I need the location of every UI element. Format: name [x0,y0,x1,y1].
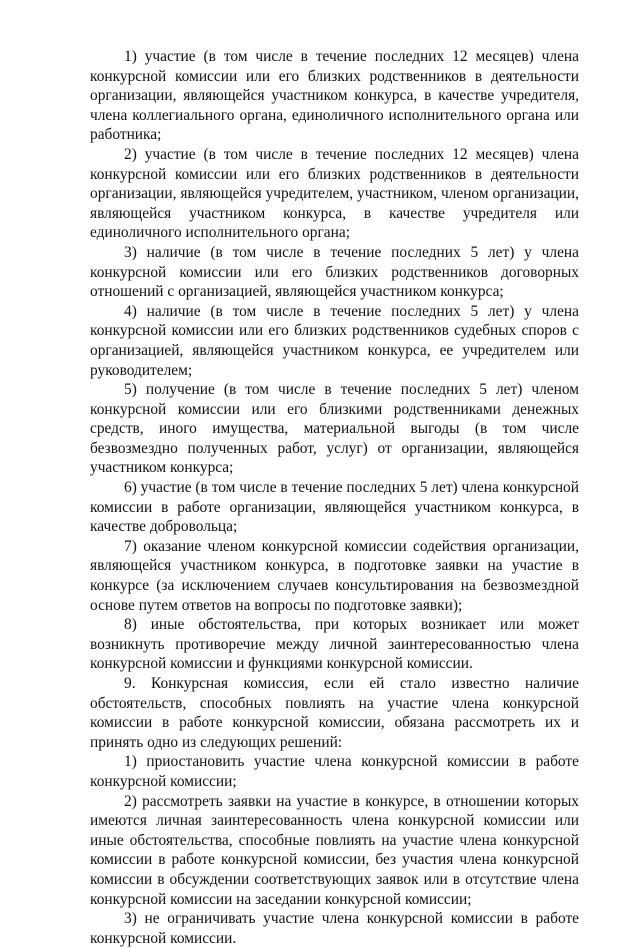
paragraph: 8) иные обстоятельства, при которых возникает или может возникнуть противоречие между личной заинтересованностью члена конкурсной комиссии и функциями конкурсной комиссии. [90,616,579,673]
paragraph: 1) приостановить участие члена конкурсной комиссии в работе конкурсной комиссии; [90,753,579,790]
paragraph: 4) наличие (в том числе в течение последних 5 лет) у члена конкурсной комиссии или его близких родственников судебных споров с организацией, являющейся участником конкурса, ее учредителем или руководителем; [90,302,579,379]
document-page [90,47,579,948]
paragraph: 5) получение (в том числе в течение последних 5 лет) членом конкурсной комиссии или его близкими родственниками денежных средств, иного имущества, материальной выгоды (в том числе безвозмездно полученных работ, услуг) от организации, являющейся участником конкурса; [90,381,579,477]
paragraph: 6) участие (в том числе в течение последних 5 лет) члена конкурсной комиссии в работе организации, являющейся участником конкурса, в качестве добровольца; [90,479,579,536]
paragraph: 3) наличие (в том числе в течение последних 5 лет) у члена конкурсной комиссии или его близких родственников договорных отношений с организацией, являющейся участником конкурса; [90,243,579,301]
paragraph: 2) рассмотреть заявки на участие в конкурсе, в отношении которых имеются личная заинтересованность члена конкурсной комиссии или иные обстоятельства, способные повлиять на участие члена конкурсной комиссии в работе конкурсной комиссии, без участия члена конкурсной комиссии в обсуждении соответствующих заявок или в отсутствие члена конкурсной комиссии на заседании конкурсной комиссии; [90,792,579,908]
paragraph: 2) участие (в том числе в течение последних 12 месяцев) члена конкурсной комиссии или его близких родственников в деятельности организации, являющейся учредителем, участником, членом организации, являющейся участником конкурса, в качестве учредителя или единоличного исполнительного органа; [90,145,579,242]
paragraph: 3) не ограничивать участие члена конкурсной комиссии в работе конкурсной комиссии. [90,910,579,947]
paragraph: 7) оказание членом конкурсной комиссии содействия организации, являющейся участником конкурса, в подготовке заявки на участие в конкурсе (за исключением случаев консультирования на безвозмездной основе путем ответов на вопросы по подготовке заявки); [90,537,579,614]
paragraph: 9. Конкурсная комиссия, если ей стало известно наличие обстоятельств, способных повлиять на участие члена конкурсной комиссии в работе конкурсной комиссии, обязана рассмотреть их и принять одно из следующих решений: [90,675,579,751]
paragraph: 1) участие (в том числе в течение последних 12 месяцев) члена конкурсной комиссии или его близких родственников в деятельности организации, являющейся участником конкурса, в качестве учредителя, члена коллегиального органа, единоличного исполнительного органа или работника; [90,48,579,144]
